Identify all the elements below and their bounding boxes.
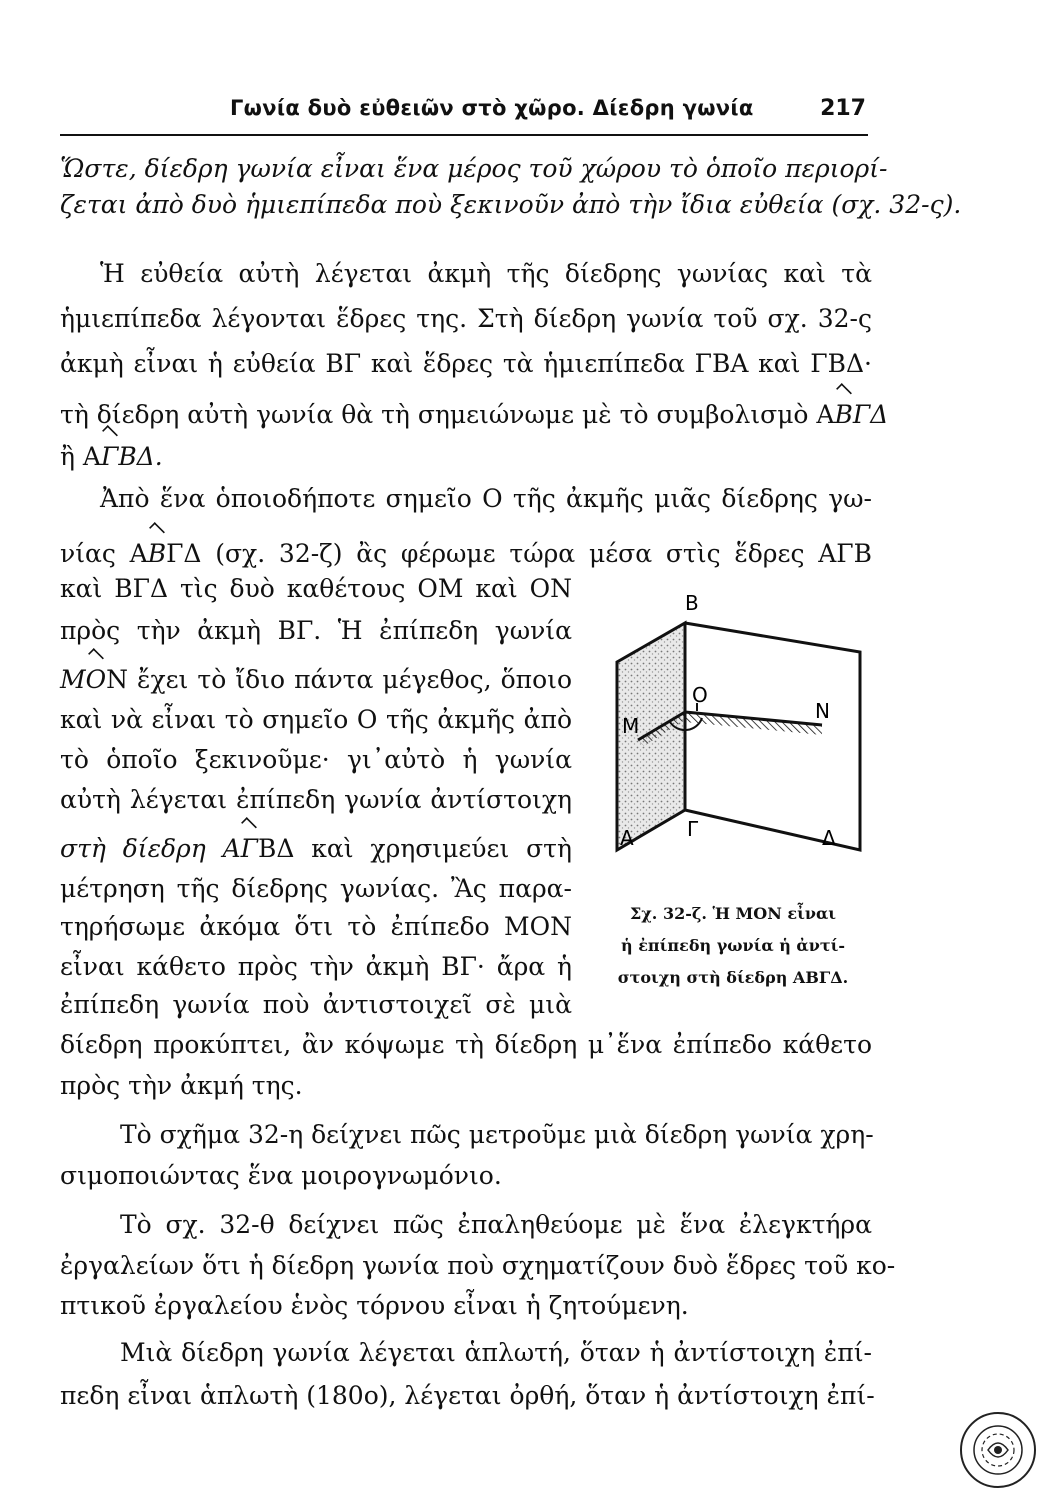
text-line: Τὸ σχ. 32-θ δείχνει πῶς ἐπαληθεύομε μὲ ἕνα ἐλεγκτήρα (120, 1210, 872, 1239)
angle-vertex: Β (148, 537, 166, 571)
text-line: εἶναι κάθετο πρὸς τὴν ἀκμὴ ΒΓ· ἄρα ἡ (60, 952, 572, 981)
text-span: νίας Α (60, 539, 148, 568)
caption-line: στοιχη στὴ δίεδρη ΑΒΓΔ. (617, 968, 849, 987)
text-span: τὴ δίεδρη αὐτὴ γωνία θὰ τὴ σημειώνωμε μὲ τὸ συμβολισμὸ Α (60, 400, 835, 429)
label-o: O (692, 683, 708, 707)
label-g: Γ (687, 817, 699, 841)
label-m: M (622, 714, 640, 738)
text-line: Ὥστε, δίεδρη γωνία εἶναι ἕνα μέρος τοῦ χώρου τὸ ὁποῖο περιορί- (60, 154, 888, 183)
header-title: Γωνία δυὸ εὐθειῶν στὸ χῶρο. Δίεδρη γωνία (230, 96, 754, 120)
text-line (60, 537, 872, 571)
angle-vertex: Γ (101, 440, 118, 474)
text-line: καὶ ΒΓΔ τὶς δυὸ καθέτους ΟΜ καὶ ΟΝ (60, 574, 572, 603)
text-span: ΓΔ (852, 400, 889, 429)
text-line: ζεται ἀπὸ δυὸ ἡμιεπίπεδα ποὺ ξεκινοῦν ἀπὸ τὴν ἴδια εὐθεία (σχ. 32-ς). (60, 190, 962, 219)
label-n: N (815, 699, 830, 723)
text-span: στὴ δίεδρη Α (60, 834, 241, 863)
dihedral-angle-figure (600, 590, 870, 890)
text-line (60, 440, 872, 474)
text-line (60, 832, 572, 866)
figure-caption (592, 898, 874, 994)
eugenides-foundation-seal (958, 1410, 1038, 1490)
caption-line: ἡ ἐπίπεδη γωνία ἡ ἀντί- (621, 936, 845, 955)
text-line: ἡμιεπίπεδα λέγονται ἕδρες της. Στὴ δίεδρη γωνία τοῦ σχ. 32-ς (60, 304, 872, 333)
text-line: τὸ ὁποῖο ξεκινοῦμε· γι᾽αὐτὸ ἡ γωνία (60, 745, 572, 774)
text-span: ΒΔ. (118, 442, 163, 471)
text-line: καὶ νὰ εἶναι τὸ σημεῖο Ο τῆς ἀκμῆς ἀπὸ (60, 705, 572, 734)
angle-vertex: Γ (241, 832, 258, 866)
text-line: ἀκμὴ εἶναι ἡ εὐθεία ΒΓ καὶ ἕδρες τὰ ἡμιεπίπεδα ΓΒΑ καὶ ΓΒΔ· (60, 349, 872, 378)
text-span: Μ (60, 665, 86, 694)
caption-line: Σχ. 32-ζ. Ἡ ΜΟΝ εἶναι (629, 904, 837, 923)
text-line: πρὸς τὴν ἀκμή της. (60, 1071, 303, 1100)
label-d: Δ (822, 826, 836, 850)
text-line: Ἀπὸ ἕνα ὁποιοδήποτε σημεῖο Ο τῆς ἀκμῆς μιᾶς δίεδρης γω- (100, 484, 872, 513)
text-line: ἐργαλείων ὅτι ἡ δίεδρη γωνία ποὺ σχηματίζουν δυὸ ἕδρες τοῦ κο- (60, 1251, 896, 1280)
text-line: σιμοποιώντας ἕνα μοιρογνωμόνιο. (60, 1161, 502, 1190)
text-span: ΓΔ (σχ. 32-ζ) ἂς φέρωμε τώρα μέσα στὶς ἕδρες ΑΓΒ (166, 539, 872, 568)
face-bgd (685, 623, 860, 850)
text-line (60, 663, 572, 697)
text-line: πεδη εἶναι ἁπλωτὴ (180ο), λέγεται ὀρθή, ὅταν ἡ ἀντίστοιχη ἐπί- (60, 1381, 875, 1410)
text-span: ΒΔ καὶ χρησιμεύει στὴ (257, 834, 572, 863)
page-number: 217 (820, 96, 866, 121)
text-line: Τὸ σχῆμα 32-η δείχνει πῶς μετροῦμε μιὰ δίεδρη γωνία χρη- (120, 1120, 874, 1149)
text-line: αὐτὴ λέγεται ἐπίπεδη γωνία ἀντίστοιχη (60, 785, 572, 814)
text-line: πτικοῦ ἐργαλείου ἑνὸς τόρνου εἶναι ἡ ζητούμενη. (60, 1291, 689, 1320)
text-line: πρὸς τὴν ἀκμὴ ΒΓ. Ἡ ἐπίπεδη γωνία (60, 616, 572, 645)
text-line: τηρήσωμε ἀκόμα ὅτι τὸ ἐπίπεδο ΜΟΝ (60, 912, 572, 941)
text-line (60, 398, 889, 432)
text-line: Ἡ εὐθεία αὐτὴ λέγεται ἀκμὴ τῆς δίεδρης γωνίας καὶ τὰ (100, 259, 872, 288)
text-line: Μιὰ δίεδρη γωνία λέγεται ἁπλωτή, ὅταν ἡ ἀντίστοιχη ἐπί- (120, 1338, 872, 1367)
running-header (60, 94, 868, 136)
label-a: A (620, 826, 634, 850)
text-span: Ν ἔχει τὸ ἴδιο πάντα μέγεθος, ὅποιο (106, 665, 572, 694)
text-line: δίεδρη προκύπτει, ἂν κόψωμε τὴ δίεδρη μ᾽ἕνα ἐπίπεδο κάθετο (60, 1030, 872, 1059)
angle-vertex: Ο (86, 663, 107, 697)
text-span: ἢ Α (60, 442, 101, 471)
label-b: B (685, 591, 699, 615)
text-line: ἐπίπεδη γωνία ποὺ ἀντιστοιχεῖ σὲ μιὰ (60, 990, 572, 1019)
text-line: μέτρηση τῆς δίεδρης γωνίας. Ἂς παρα- (60, 874, 572, 903)
angle-vertex: Β (835, 398, 853, 432)
